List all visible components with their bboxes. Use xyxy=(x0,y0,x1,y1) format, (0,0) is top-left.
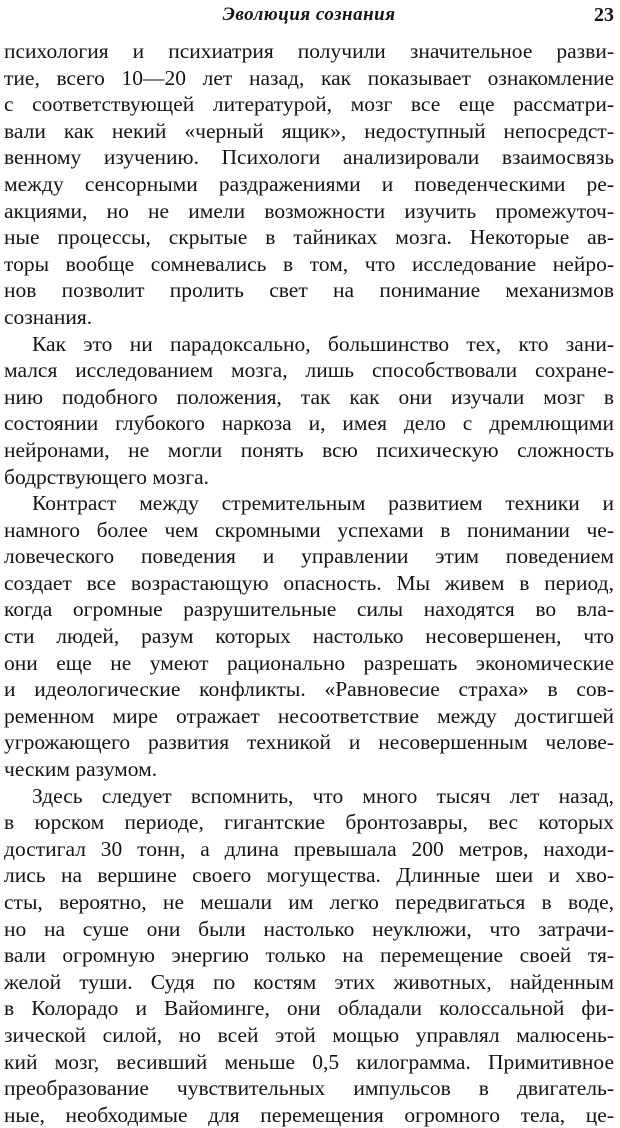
text-line: ные процессы, скрытые в тайниках мозга. Некоторые ав- xyxy=(4,225,614,250)
page-header xyxy=(4,4,614,30)
text-line: намного более чем скромными успехами в понимании че- xyxy=(4,517,614,542)
text-line: бодрствующего мозга. xyxy=(4,464,210,489)
text-line: ловеческого поведения и управлении этим поведением xyxy=(4,544,614,569)
text-line: вали как некий «черный ящик», недоступный непосредст- xyxy=(4,118,614,143)
text-line: сты, вероятно, не мешали им легко передвигаться в воде, xyxy=(4,890,614,914)
text-line: лись на вершине своего могущества. Длинные шеи и хво- xyxy=(4,863,614,888)
text-line: но на суше они были настолько неуклюжи, что затрачи- xyxy=(4,916,614,941)
text-line: зической силой, но всей этой мощью управлял малюсень- xyxy=(4,1022,614,1047)
text-line: Здесь следует вспомнить, что много тысяч лет назад, xyxy=(32,783,614,808)
text-line: в Колорадо и Вайоминге, они обладали колоссальной фи- xyxy=(4,996,614,1021)
text-line: нейронами, не могли понять всю психическую сложность xyxy=(4,437,614,462)
text-line: в юрском периоде, гигантские бронтозавры, вес которых xyxy=(4,810,614,835)
text-line: желой туши. Судя по костям этих животных, найденным xyxy=(4,969,614,994)
paragraph xyxy=(4,783,614,1128)
text-line: нов позволит пролить свет на понимание механизмов xyxy=(4,278,614,303)
text-line: ческим разумом. xyxy=(4,757,158,782)
text-line: Контраст между стремительным развитием техники и xyxy=(32,491,614,516)
text-line: торы вообще сомневались в том, что исследование нейро- xyxy=(4,251,614,276)
text-line: тие, всего 10—20 лет назад, как показывает ознакомление xyxy=(4,65,614,90)
text-line: психология и психиатрия получили значительное разви- xyxy=(4,39,614,63)
paragraph xyxy=(4,38,614,331)
paragraph xyxy=(4,490,614,783)
text-line: кий мозг, весивший меньше 0,5 килограмма. Примитивное xyxy=(4,1049,614,1074)
text-line: они еще не умеют рационально разрешать экономические xyxy=(4,650,614,675)
text-line: угрожающего развития техникой и несовершенным челове- xyxy=(4,730,614,755)
text-line: мался исследованием мозга, лишь способствовали сохране- xyxy=(4,358,614,383)
text-line: между сенсорными раздражениями и поведенческими ре- xyxy=(4,171,614,196)
text-line: создает все возрастающую опасность. Мы живем в период, xyxy=(4,570,614,595)
text-line: когда огромные разрушительные силы находятся во вла- xyxy=(4,597,614,622)
page-number: 23 xyxy=(594,4,614,26)
text-line: преобразование чувствительных импульсов в двигатель- xyxy=(4,1076,614,1101)
text-line: ные, необходимые для перемещения огромного тела, це- xyxy=(4,1102,614,1127)
text-line: венному изучению. Психологи анализировали взаимосвязь xyxy=(4,145,614,170)
text-line: и идеологические конфликты. «Равновесие страха» в сов- xyxy=(4,677,614,702)
text-line: нию подобного положения, так как они изучали мозг в xyxy=(4,384,614,409)
text-line: достигал 30 тонн, а длина превышала 200 метров, находи- xyxy=(4,836,614,861)
text-line: с соответствующей литературой, мозг все еще рассматри- xyxy=(4,92,614,117)
text-line: вали огромную энергию только на перемещение своей тя- xyxy=(4,943,614,968)
running-head: Эволюция сознания xyxy=(222,4,396,25)
text-line: ременном мире отражает несоответствие между достигшей xyxy=(4,703,614,728)
body-text xyxy=(4,38,614,1128)
text-line: Как это ни парадоксально, большинство тех, кто зани- xyxy=(32,331,614,356)
text-line: акциями, но не имели возможности изучить промежуточ- xyxy=(4,198,614,223)
text-line: сти людей, разум которых настолько несовершенен, что xyxy=(4,624,614,649)
text-line: состоянии глубокого наркоза и, имея дело с дремлющими xyxy=(4,411,614,436)
text-line: сознания. xyxy=(4,304,93,329)
paragraph xyxy=(4,331,614,491)
